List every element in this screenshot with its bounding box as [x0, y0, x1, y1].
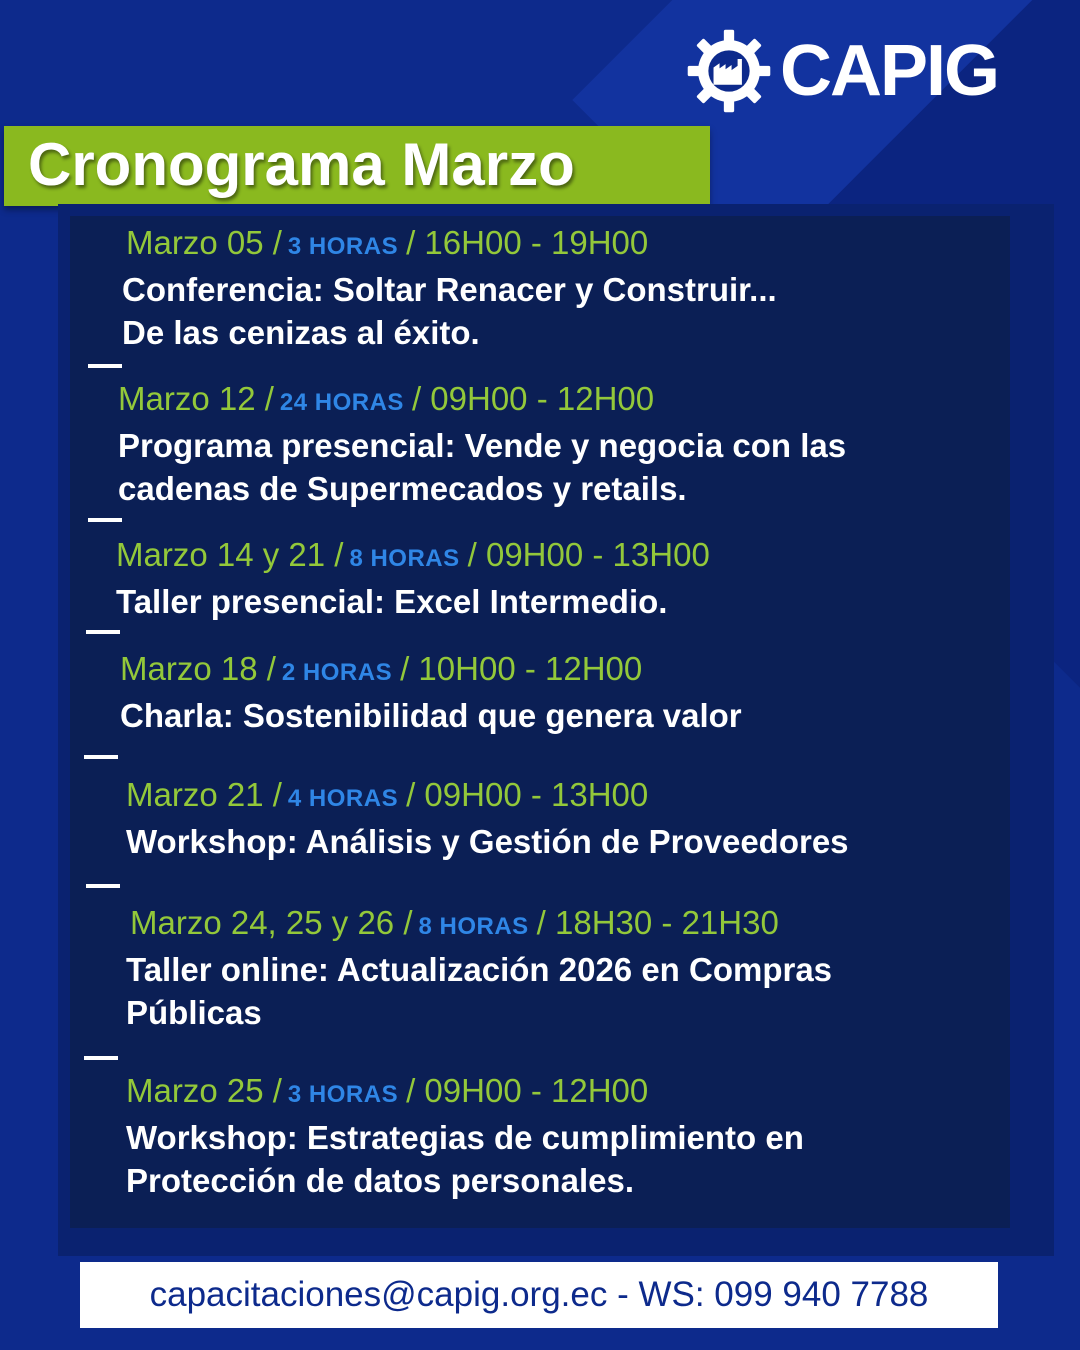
event-date: Marzo 05 /: [126, 224, 282, 261]
event-hours: 3 HORAS: [287, 1081, 399, 1108]
event-item: [126, 1072, 804, 1202]
event-title: [126, 948, 832, 1034]
event-time: / 16H00 - 19H00: [406, 224, 649, 261]
event-title: [118, 424, 846, 510]
event-title: [126, 820, 849, 863]
event-date: Marzo 14 y 21 /: [116, 536, 344, 573]
event-title-line: Públicas: [126, 994, 262, 1031]
separator-dash: [86, 884, 120, 888]
separator-dash: [86, 630, 120, 634]
event-hours: 4 HORAS: [287, 785, 399, 812]
separator-dash: [84, 1056, 118, 1060]
separator-dash: [88, 518, 122, 522]
event-meta: [120, 650, 742, 688]
event-hours: 24 HORAS: [279, 389, 404, 416]
event-meta: [118, 380, 846, 418]
event-hours: 8 HORAS: [349, 545, 460, 572]
event-date: Marzo 24, 25 y 26 /: [130, 904, 413, 941]
event-item: [126, 776, 849, 863]
event-item: [118, 380, 846, 510]
event-title: [122, 268, 777, 354]
event-hours: 2 HORAS: [281, 659, 393, 686]
event-meta: [116, 536, 710, 574]
separator-dash: [88, 364, 122, 368]
event-meta: [126, 776, 849, 814]
title-banner: [4, 126, 710, 206]
event-title-line: Taller online: Actualización 2026 en Compras: [126, 951, 833, 988]
gear-factory-icon: [686, 28, 772, 114]
event-meta: [130, 904, 832, 942]
event-date: Marzo 21 /: [126, 776, 282, 813]
event-meta: [126, 1072, 804, 1110]
event-title-line: Taller presencial: Excel Intermedio.: [116, 583, 668, 620]
event-title-line: Workshop: Estrategias de cumplimiento en: [126, 1119, 804, 1156]
brand-name: CAPIG: [780, 31, 999, 111]
event-time: / 09H00 - 13H00: [406, 776, 649, 813]
event-title: [116, 580, 710, 623]
event-title: [126, 1116, 804, 1202]
contact-footer: [80, 1262, 998, 1328]
event-date: Marzo 25 /: [126, 1072, 282, 1109]
event-time: / 09H00 - 12H00: [406, 1072, 649, 1109]
event-hours: 3 HORAS: [287, 233, 399, 260]
event-title-line: Protección de datos personales.: [126, 1162, 634, 1199]
capig-logo: [686, 28, 998, 114]
event-title-line: Conferencia: Soltar Renacer y Construir...: [122, 271, 777, 308]
event-title: [120, 694, 742, 737]
page-title: Cronograma Marzo: [28, 131, 575, 198]
event-date: Marzo 12 /: [118, 380, 274, 417]
event-time: / 09H00 - 13H00: [467, 536, 710, 573]
event-item: [122, 224, 777, 354]
separator-dash: [84, 755, 118, 759]
event-item: [120, 650, 742, 737]
event-date: Marzo 18 /: [120, 650, 276, 687]
event-time: / 18H30 - 21H30: [536, 904, 779, 941]
event-item: [126, 904, 833, 1034]
contact-info: capacitaciones@capig.org.ec - WS: 099 940 7788: [149, 1275, 929, 1314]
event-time: / 10H00 - 12H00: [400, 650, 643, 687]
event-title-line: cadenas de Supermecados y retails.: [118, 470, 687, 507]
event-title-line: Workshop: Análisis y Gestión de Proveedores: [126, 823, 849, 860]
event-time: / 09H00 - 12H00: [411, 380, 655, 417]
event-item: [116, 536, 710, 623]
event-title-line: De las cenizas al éxito.: [122, 314, 480, 351]
event-hours: 8 HORAS: [418, 913, 529, 940]
event-title-line: Programa presencial: Vende y negocia con las: [118, 427, 847, 464]
event-meta: [126, 224, 777, 262]
event-title-line: Charla: Sostenibilidad que genera valor: [120, 697, 742, 734]
